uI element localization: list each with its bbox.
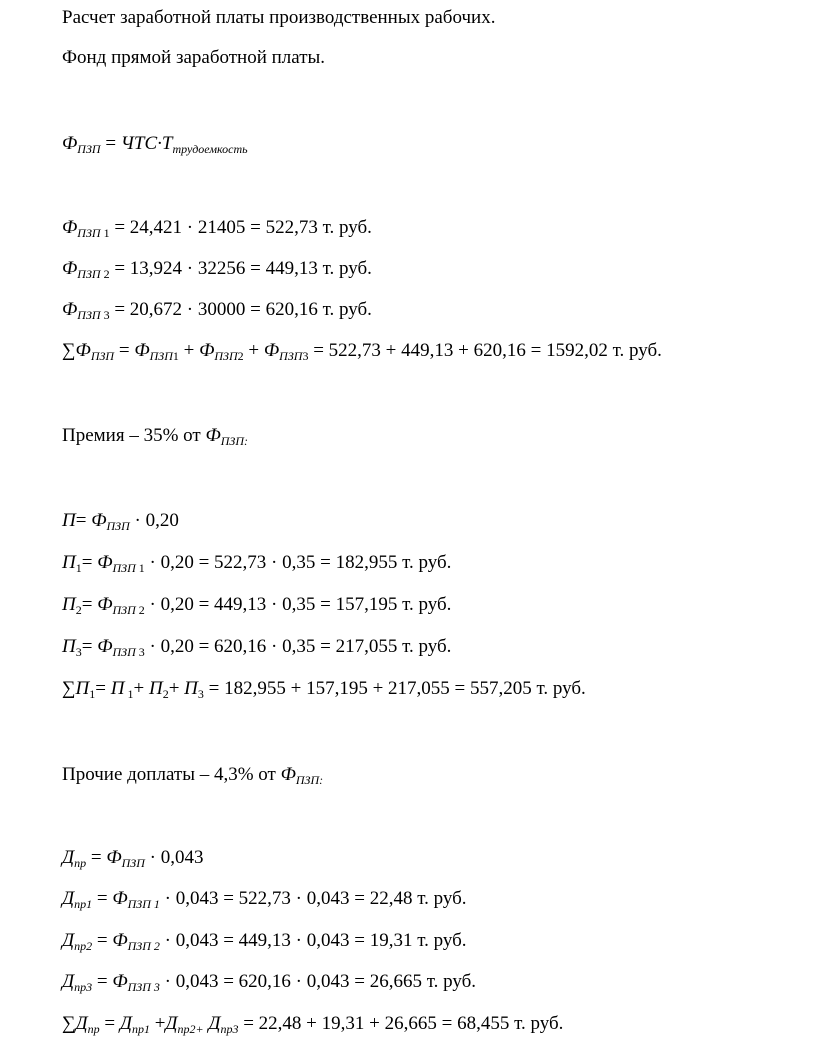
sigma-symbol: ∑ <box>62 340 76 361</box>
fund-symbol: Ф <box>263 340 280 361</box>
fund-index: 1 <box>172 349 179 363</box>
bonus-row-2 <box>62 594 452 617</box>
equals: = <box>75 510 92 531</box>
fund-sum-row <box>62 340 662 363</box>
formula-wage-fund <box>62 133 248 156</box>
bonus-symbol: П <box>62 510 76 531</box>
extra-symbol: Д <box>208 1013 221 1034</box>
bonus-index: 1 <box>124 687 134 701</box>
fund-symbol: Ф <box>199 340 215 361</box>
fund-subscript: ПЗП 2 <box>127 939 160 953</box>
extra-title-text: Прочие доплаты – 4,3% от <box>62 764 281 785</box>
bonus-row-1 <box>62 552 452 575</box>
equals: = <box>92 930 113 951</box>
fund-symbol: Ф <box>205 425 221 446</box>
fund-subscript: ПЗП <box>149 349 173 363</box>
fund-symbol: Ф <box>112 971 128 992</box>
fund-symbol: Ф <box>97 594 113 615</box>
fund-subscript: ПЗП <box>77 226 101 240</box>
fund-index: 2 <box>135 603 145 617</box>
fund-symbol: Ф <box>134 340 150 361</box>
extra-formula <box>62 847 204 870</box>
equals: = <box>100 133 121 154</box>
heading-direct-wage-fund: Фонд прямой заработной платы. <box>62 47 326 68</box>
bonus-index: 3 <box>197 687 204 701</box>
fund-subscript: ПЗП <box>214 349 238 363</box>
bonus-sum-row <box>62 678 586 701</box>
bonus-title-text: Премия – 35% от <box>62 425 206 446</box>
equals: = <box>81 594 98 615</box>
fund-index: 1 <box>135 561 145 575</box>
bonus-index: 1 <box>75 561 82 575</box>
bonus-sum-expression: = 182,955 + 157,195 + 217,055 = 557,205 т. руб. <box>203 678 586 699</box>
fund-expression: = 13,924 · 32256 = 449,13 т. руб. <box>109 258 372 279</box>
fund-subscript: ПЗП: <box>220 434 249 448</box>
extra-expression: · 0,043 = 449,13 · 0,043 = 19,31 т. руб. <box>159 930 467 951</box>
bonus-symbol: П <box>62 594 76 615</box>
fund-symbol: Ф <box>62 133 78 154</box>
sigma-symbol: ∑ <box>62 1013 76 1034</box>
fund-subscript: ПЗП <box>77 267 101 281</box>
fund-symbol: Ф <box>62 258 78 279</box>
fund-subscript: ПЗП <box>112 645 136 659</box>
heading-salary-calculation: Расчет заработной платы производственных рабочих. <box>62 7 496 28</box>
bonus-symbol: П <box>110 678 125 699</box>
fund-subscript: ПЗП <box>112 603 136 617</box>
bonus-title <box>62 425 249 448</box>
bonus-symbol: П <box>62 552 76 573</box>
bonus-expression: · 0,20 = 449,13 · 0,35 = 157,195 т. руб. <box>144 594 452 615</box>
extra-subscript: пр1 <box>74 897 93 911</box>
labor-intensity-subscript: трудоемкость <box>172 142 248 156</box>
plus: + <box>243 340 264 361</box>
extra-subscript: пр3 <box>74 980 93 994</box>
bonus-symbol: П <box>184 678 198 699</box>
fund-expression: = 24,421 · 21405 = 522,73 т. руб. <box>109 217 372 238</box>
extra-payments-title <box>62 764 324 787</box>
extra-symbol: Д <box>62 930 75 951</box>
fund-index: 3 <box>100 308 110 322</box>
extra-subscript: пр2+ <box>177 1022 204 1036</box>
fund-symbol: Ф <box>112 888 128 909</box>
extra-symbol: Д <box>62 888 75 909</box>
extra-sum-expression: = 22,48 + 19,31 + 26,665 = 68,455 т. руб. <box>238 1013 564 1034</box>
extra-subscript: пр3 <box>220 1022 239 1036</box>
fund-symbol: Ф <box>62 299 78 320</box>
bonus-expression: · 0,20 = 522,73 · 0,35 = 182,955 т. руб. <box>144 552 452 573</box>
formula-rhs: ЧТС·Т <box>120 133 173 154</box>
extra-expression: · 0,043 = 620,16 · 0,043 = 26,665 т. руб. <box>159 971 477 992</box>
fund-index: 3 <box>135 645 145 659</box>
fund-index: 2 <box>100 267 110 281</box>
plus: + <box>168 678 185 699</box>
extra-symbol: Д <box>75 1013 88 1034</box>
bonus-formula <box>62 510 179 533</box>
equals: = <box>95 678 111 699</box>
extra-expression: · 0,043 = 522,73 · 0,043 = 22,48 т. руб. <box>159 888 467 909</box>
extra-symbol: Д <box>119 1013 132 1034</box>
fund-expression: = 20,672 · 30000 = 620,16 т. руб. <box>109 299 372 320</box>
bonus-expression: · 0,20 = 620,16 · 0,35 = 217,055 т. руб. <box>144 636 452 657</box>
equals: = <box>86 847 107 868</box>
plus: + <box>178 340 200 361</box>
fund-symbol: Ф <box>112 930 128 951</box>
bonus-symbol: П <box>62 636 76 657</box>
bonus-index: 2 <box>162 687 169 701</box>
equals: = <box>114 340 135 361</box>
fund-subscript: ПЗП <box>77 308 101 322</box>
plus: + <box>133 678 149 699</box>
fund-subscript: ПЗП <box>121 856 145 870</box>
extra-formula-rest: · 0,043 <box>144 847 204 868</box>
fund-subscript: ПЗП: <box>295 773 324 787</box>
bonus-formula-rest: · 0,20 <box>129 510 179 531</box>
fund-row-2 <box>62 258 372 281</box>
fund-subscript: ПЗП <box>112 561 136 575</box>
extra-sum-row <box>62 1013 564 1036</box>
fund-subscript: ПЗП <box>77 142 101 156</box>
fund-subscript: ПЗП <box>279 349 303 363</box>
fund-index: 3 <box>302 349 309 363</box>
equals: = <box>81 636 98 657</box>
fund-symbol: Ф <box>91 510 107 531</box>
sigma-symbol: ∑ <box>62 678 76 699</box>
extra-row-2 <box>62 930 467 953</box>
bonus-symbol: П <box>148 678 163 699</box>
extra-subscript: пр <box>74 856 87 870</box>
bonus-index: 2 <box>75 603 82 617</box>
fund-sum-expression: = 522,73 + 449,13 + 620,16 = 1592,02 т. руб. <box>308 340 662 361</box>
extra-symbol: Д <box>165 1013 178 1034</box>
fund-subscript: ПЗП 1 <box>127 897 160 911</box>
fund-symbol: Ф <box>75 340 91 361</box>
extra-symbol: Д <box>62 971 75 992</box>
fund-subscript: ПЗП 3 <box>127 980 160 994</box>
fund-symbol: Ф <box>97 636 113 657</box>
extra-subscript: пр1 <box>131 1022 150 1036</box>
extra-row-3 <box>62 971 477 994</box>
bonus-row-3 <box>62 636 452 659</box>
extra-subscript: пр2 <box>74 939 93 953</box>
fund-subscript: ПЗП <box>90 349 115 363</box>
equals: = <box>92 888 113 909</box>
fund-symbol: Ф <box>62 217 78 238</box>
fund-symbol: Ф <box>106 847 122 868</box>
extra-subscript: пр <box>87 1022 100 1036</box>
plus: + <box>149 1013 166 1034</box>
fund-index: 1 <box>100 226 110 240</box>
equals: = <box>99 1013 120 1034</box>
equals: = <box>92 971 113 992</box>
bonus-symbol: П <box>75 678 90 699</box>
bonus-index: 1 <box>89 687 96 701</box>
extra-symbol: Д <box>62 847 75 868</box>
fund-row-3 <box>62 299 372 322</box>
extra-row-1 <box>62 888 467 911</box>
bonus-index: 3 <box>75 645 82 659</box>
equals: = <box>81 552 98 573</box>
fund-index: 2 <box>237 349 244 363</box>
fund-symbol: Ф <box>280 764 296 785</box>
fund-symbol: Ф <box>97 552 113 573</box>
fund-row-1 <box>62 217 372 240</box>
fund-subscript: ПЗП <box>106 519 130 533</box>
